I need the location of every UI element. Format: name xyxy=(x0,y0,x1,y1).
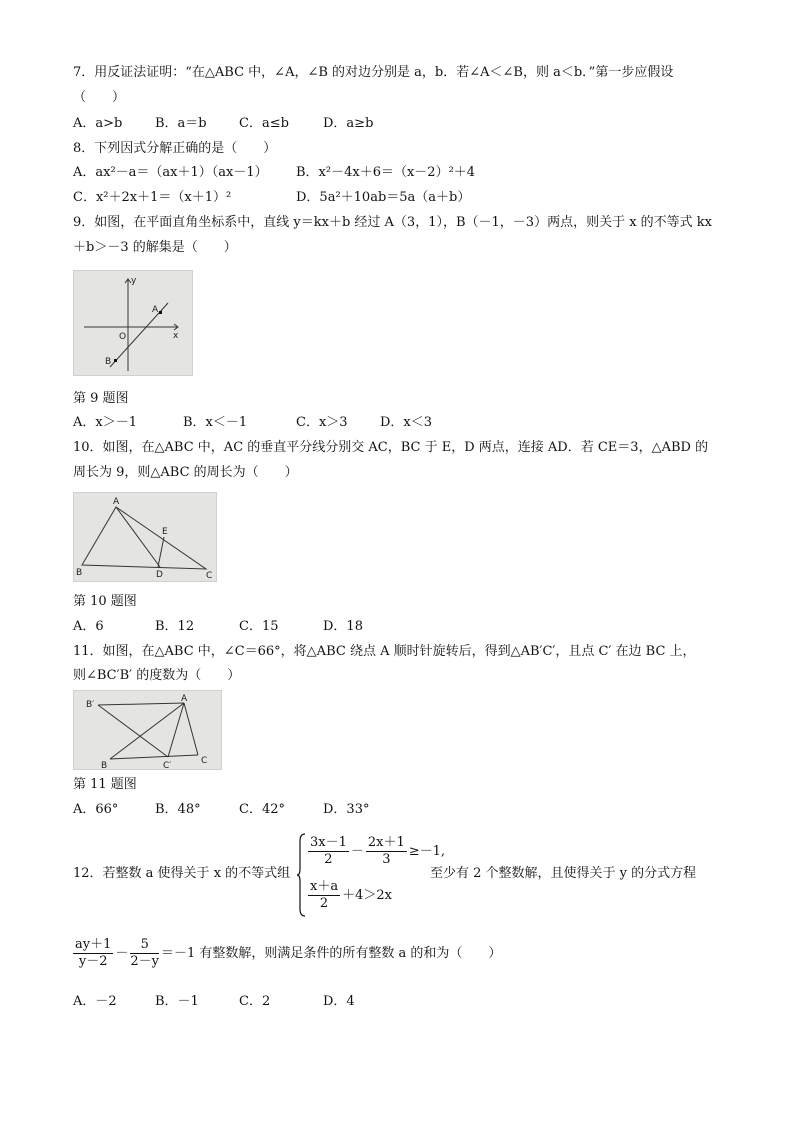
q11-label-b: B xyxy=(101,761,108,769)
q12-options xyxy=(73,993,355,1011)
q12-option-d[interactable]: D．4 xyxy=(323,994,355,1009)
q9-label-b: B xyxy=(105,357,112,367)
q9-option-c[interactable]: C．x＞3 xyxy=(296,415,348,430)
q11-rotation-diagram xyxy=(74,691,221,769)
q9-label-a: A xyxy=(152,305,159,315)
q12-equation-line: $\frac{ay+1}{y-2}$ － $\frac{5}{2-y}$ ＝－1 有整数解，则满足条件的所有整数 a 的和为（ ） xyxy=(75,937,502,969)
q12-lead: 12．若整数 a 使得关于 x 的不等式组 xyxy=(73,866,291,881)
q12-system-brace xyxy=(296,833,306,917)
q10-option-a[interactable]: A．6 xyxy=(73,619,104,634)
q12-eq-fraction-1: $\frac{ay+1}{y-2}$ xyxy=(75,937,112,969)
q8-options-row1 xyxy=(73,164,475,182)
q7-stem-line1: 7．用反证法证明：“在△ABC 中，∠A，∠B 的对边分别是 a，b．若∠A＜∠B，则 a＜b．”第一步应假设 xyxy=(73,65,674,80)
q9-label-x: x xyxy=(173,331,179,341)
q12-ineq1-fraction-2: $\frac{2x+1}{3}$ xyxy=(367,835,405,867)
q12-inequality-2: $\frac{x+a}{2}$ ＋4＞2x xyxy=(310,879,392,911)
q9-label-origin: O xyxy=(119,332,127,342)
q10-option-b[interactable]: B．12 xyxy=(155,619,195,634)
q11-option-b[interactable]: B．48° xyxy=(155,802,201,817)
q12-mid-text: 至少有 2 个整数解，且使得关于 y 的分式方程 xyxy=(430,866,697,881)
q11-figure-caption: 第 11 题图 xyxy=(73,777,137,792)
q7-option-d[interactable]: D．a≥b xyxy=(323,116,374,131)
q8-option-a[interactable]: A．ax²－a＝（ax＋1）（ax－1） xyxy=(73,165,268,180)
q8-option-b[interactable]: B．x²－4x＋6＝（x－2）²＋4 xyxy=(296,165,476,180)
q11-label-a: A xyxy=(181,694,188,704)
q8-options-row2 xyxy=(73,189,470,207)
q9-option-d[interactable]: D．x＜3 xyxy=(380,415,433,430)
q9-stem-line1: 9．如图，在平面直角坐标系中，直线 y＝kx＋b 经过 A（3，1），B（－1，－3）两点，则关于 x 的不等式 kx xyxy=(73,215,713,230)
q9-figure xyxy=(73,270,193,376)
q8-stem: 8．下列因式分解正确的是（ ） xyxy=(73,141,277,156)
q10-option-d[interactable]: D．18 xyxy=(323,619,363,634)
q10-label-d: D xyxy=(156,570,163,580)
q12-eq-fraction-2: $\frac{5}{2-y}$ xyxy=(130,937,160,969)
q10-triangle-diagram xyxy=(74,493,216,581)
q10-label-c: C xyxy=(206,571,213,581)
q10-option-c[interactable]: C．15 xyxy=(239,619,279,634)
q7-option-b[interactable]: B．a＝b xyxy=(155,116,207,131)
q12-inequality-1: $\frac{3x-1}{2}$ － $\frac{2x+1}{3}$ ≥－1, xyxy=(310,835,446,867)
q10-options xyxy=(73,618,363,636)
q12-option-b[interactable]: B．－1 xyxy=(155,994,199,1009)
q8-option-c[interactable]: C．x²＋2x＋1＝（x＋1）² xyxy=(73,190,232,205)
q12-option-c[interactable]: C．2 xyxy=(239,994,271,1009)
q7-stem-line2: （ ） xyxy=(73,90,126,105)
q11-option-d[interactable]: D．33° xyxy=(323,802,370,817)
q10-figure xyxy=(73,492,217,582)
q10-label-a: A xyxy=(113,497,120,507)
q9-option-b[interactable]: B．x＜－1 xyxy=(183,415,248,430)
q10-stem-line1: 10．如图，在△ABC 中，AC 的垂直平分线分别交 AC，BC 于 E，D 两点，连接 AD．若 CE＝3，△ABD 的 xyxy=(73,440,709,455)
q7-options xyxy=(73,115,373,133)
q11-stem-line1: 11．如图，在△ABC 中，∠C＝66°，将△ABC 绕点 A 顺时针旋转后，得到△AB′C′，且点 C′ 在边 BC 上， xyxy=(73,644,696,659)
q9-stem-line2: ＋b＞－3 的解集是（ ） xyxy=(73,240,237,255)
q11-figure xyxy=(73,690,222,770)
q12-ineq2-fraction: $\frac{x+a}{2}$ xyxy=(310,879,339,911)
q12-option-a[interactable]: A．－2 xyxy=(73,994,117,1009)
q10-stem-line2: 周长为 9，则△ABC 的周长为（ ） xyxy=(73,465,298,480)
q11-option-a[interactable]: A．66° xyxy=(73,802,119,817)
q12-eq-tail: ＝－1 有整数解，则满足条件的所有整数 a 的和为（ ） xyxy=(161,946,502,961)
q11-stem-line2: 则∠BC′B′ 的度数为（ ） xyxy=(73,668,241,683)
q7-option-a[interactable]: A．a>b xyxy=(73,116,123,131)
q9-figure-caption: 第 9 题图 xyxy=(73,391,129,406)
q9-option-a[interactable]: A．x＞－1 xyxy=(73,415,137,430)
q10-figure-caption: 第 10 题图 xyxy=(73,594,137,609)
q11-options xyxy=(73,801,369,819)
q9-coordinate-diagram xyxy=(74,271,192,375)
q10-label-e: E xyxy=(162,527,168,537)
q11-label-c: C xyxy=(201,756,208,766)
q10-label-b: B xyxy=(76,568,83,578)
q12-ineq1-fraction-1: $\frac{3x-1}{2}$ xyxy=(310,835,347,867)
q11-option-c[interactable]: C．42° xyxy=(239,802,285,817)
q7-option-c[interactable]: C．a≤b xyxy=(239,116,289,131)
q11-label-b-prime: B′ xyxy=(86,700,95,710)
q8-option-d[interactable]: D．5a²＋10ab＝5a（a＋b） xyxy=(296,190,471,205)
q11-label-c-prime: C′ xyxy=(163,761,172,769)
q9-label-y: y xyxy=(131,276,137,286)
q9-options xyxy=(73,414,432,432)
